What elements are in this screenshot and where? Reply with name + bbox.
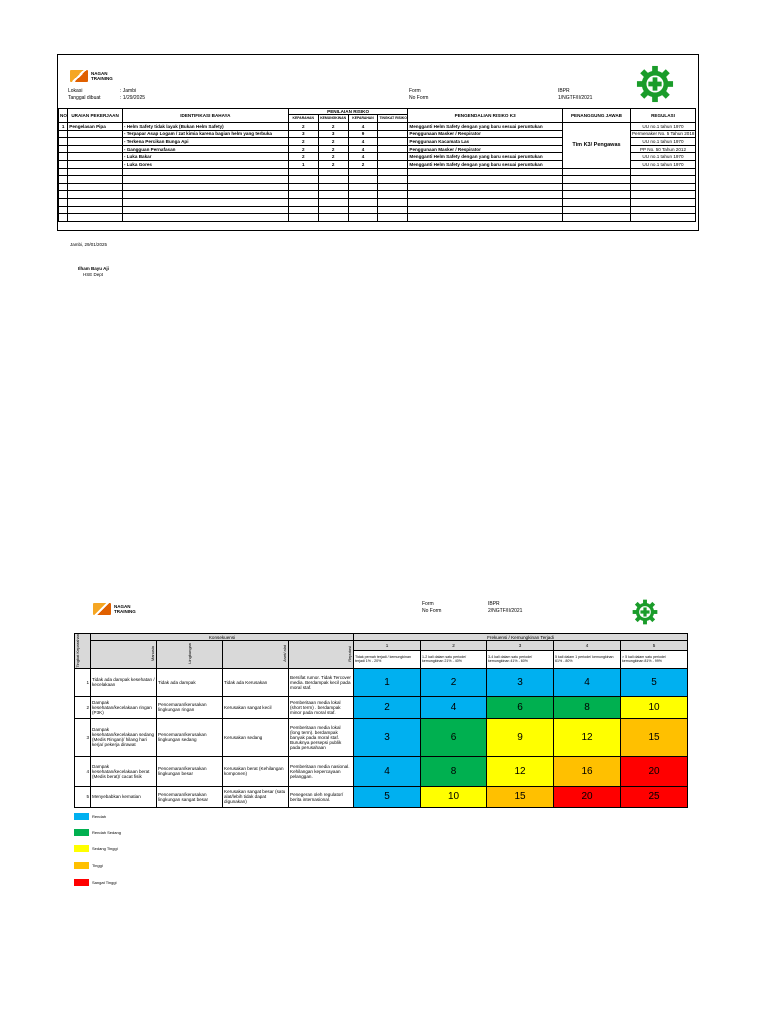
col-regulasi: REGULASI <box>630 109 695 123</box>
legend-swatch-rendah-sedang <box>74 829 89 836</box>
tanggal-value: : 1/29/2025 <box>120 95 146 101</box>
reputasi-header: Reputasi <box>347 645 352 662</box>
signed-place-date: Jambi, 29/01/2025 <box>70 242 108 247</box>
risk-matrix-table: Tingkat Keparahan Konsekuensi Frekuensi / Kemungkinan Terjadi Manusia Lingkungan Aset/ alat Reputasi 1 2 3 4 5 Tidak pernah terjadi / kemungkinan terjadi 1% - 20% 1-2 kali dalam satu periode/ kemungkinan 21% - 40% 3-4 kali dalam satu periode/ kemungkinan 41% - 60% 5 kali dalam 1 periode/ kemungkinan 61% - 80% > 5 kali dalam satu periode/ kemungkinan 81% - 99% 1 Tidak ada dampak kesehatan / kecelakaan Tidak ada dampak Tidak ada Kerusakan Bersifat rumor. Tidak Tercover media. Berdampak kecil pada moral staf. 1 2 3 4 5 2 Dampak kesehatan/kecelakaan ringan (P3K) Pencemaran/kerusakan lingkungan ringan Kerusakan sangat kecil Pemberitaan media lokal (short term) . berdampak minor pada moral staf. 2 4 6 8 10 3 Dampak kesehatan/kecelakaan sedang (Medis Ringan)/ hilang hari kerja/ pekerja dirawat Pencemaran/kerusakan lingkungan sedang Kerusakan sedang Pemberitaan media lokal (long term). berdampak banyak pada moral staf. Buruknya persepsi publik pada perusahaan 3 6 9 12 15 4 Dampak kesehatan/kecelakaan berat (Medis berat)/ cacat fisik Pencemaran/kerusakan lingkungan besar Kerusakan berat (Kehilangan komponen) Pemberitaan media nasional. Kehilangan kepercayaan pelanggan. 4 8 12 16 20 5 Menyebabkan kematian Pencemaran/kerusakan lingkungan sangat besar Kerusakan sangat besar (satu alat/lebih tidak dapat digunakan) Penegeran oleh regulator/ berita internasional. 5 10 15 20 25 <box>74 633 688 808</box>
empty-row <box>59 168 696 176</box>
matrix-row: 3 Dampak kesehatan/kecelakaan sedang (Medis Ringan)/ hilang hari kerja/ pekerja dirawat Pencemaran/kerusakan lingkungan sedang Kerusakan sedang Pemberitaan media lokal (long term). berdampak banyak pada moral staf. Buruknya persepsi publik pada perusahaan 3 6 9 12 15 <box>75 718 688 756</box>
col-kemungkinan: KEMUNGKINAN <box>318 115 348 123</box>
k3-gear-cross-icon <box>636 65 674 103</box>
col-uraian: URAIAN PEKERJAAN <box>68 109 123 123</box>
empty-row <box>59 198 696 206</box>
table-row: 1 Pengelasan Pipa - Helm Safety tidak layak (Bukan Helm Safety) 2 2 4 Mengganti Helm Safety dengan yang baru sesuai peruntukan Tim K3/ Pengawas UU no.1 tahun 1970 <box>59 123 696 131</box>
frekuensi-header: Frekuensi / Kemungkinan Terjadi <box>354 634 688 641</box>
logo-icon <box>93 603 111 615</box>
manusia-header: Manusia <box>150 646 155 662</box>
col-keparahan: KEPARAHAN <box>288 115 318 123</box>
col-identifikasi: IDENTIFIKASI BAHAYA <box>122 109 288 123</box>
signer-dept: HSE Dept <box>83 272 104 277</box>
matrix-row: 5 Menyebabkan kematian Pencemaran/kerusakan lingkungan sangat besar Kerusakan sangat besar (satu alat/lebih tidak dapat digunakan) Penegeran oleh regulator/ berita internasional. 5 10 15 20 25 <box>75 786 688 807</box>
col-tingkat: TINGKAT RISIKO <box>378 115 408 123</box>
company-logo: NAGAN TRAINING <box>70 70 113 82</box>
matrix-row: 2 Dampak kesehatan/kecelakaan ringan (P3K) Pencemaran/kerusakan lingkungan ringan Kerusakan sangat kecil Pemberitaan media lokal (short term) . berdampak minor pada moral staf. 2 4 6 8 10 <box>75 696 688 718</box>
legend-swatch-rendah <box>74 813 89 820</box>
legend-label-sangat-tinggi: Sangat Tinggi <box>92 880 117 885</box>
empty-row <box>59 176 696 184</box>
table-row: - Luka Gores 1 2 2 Mengganti Helm Safety dengan yang baru sesuai peruntukan UU no.1 tahun 1970 <box>59 160 696 168</box>
table-row: - Terpapar Asap Logam / zat kimia karena bagian helm yang terbuka 3 3 9 Penggunaan Masker / Respirator Permenaker No. 5 Tahun 2018 <box>59 130 696 138</box>
legend-swatch-sedang-tinggi <box>74 845 89 852</box>
konsekuensi-header: Konsekuensi <box>91 634 354 641</box>
matrix-row: 1 Tidak ada dampak kesehatan / kecelakaan Tidak ada dampak Tidak ada Kerusakan Bersifat rumor. Tidak Tercover media. Berdampak kecil pada moral staf. 1 2 3 4 5 <box>75 668 688 696</box>
matrix-form-label: Form <box>422 601 434 607</box>
col-penilaian: PENILAIAN RISIKO <box>288 109 408 115</box>
logo-icon <box>70 70 88 82</box>
col-no: NO <box>59 109 68 123</box>
noform-value: 1/NGTF/II/2021 <box>558 95 593 101</box>
table-row: - Luka Bakar 2 2 4 Mengganti Helm Safety dengan yang baru sesuai peruntukan UU no.1 tahun 1970 <box>59 153 696 161</box>
tanggal-label: Tanggal dibuat <box>68 95 101 101</box>
signer-name: Ilham Bayu Aji <box>78 266 109 271</box>
table-row: - Terkena Percikan Bunga Api 2 2 4 Penggunaan Kacamata Las UU no.1 tahun 1970 <box>59 138 696 146</box>
table-row: - Gangguan Pernafasan 2 2 4 Penggunaan Masker / Respirator PP No. 50 Tahun 2012 <box>59 145 696 153</box>
empty-row <box>59 191 696 199</box>
form-value: IBPR <box>558 88 570 94</box>
noform-label: No Form <box>409 95 429 101</box>
matrix-noform-value: 2/NGTF/II/2021 <box>488 608 523 614</box>
legend-label-rendah: Rendah <box>92 814 107 819</box>
legend-swatch-sangat-tinggi <box>74 879 89 886</box>
col-penanggung: PENANGGUNG JAWAB <box>562 109 630 123</box>
form-label: Form <box>409 88 421 94</box>
legend-swatch-tinggi <box>74 862 89 869</box>
col-pengendalian: PENGENDALIAN RISIKO K3 <box>408 109 563 123</box>
lokasi-value: : Jambi <box>120 88 137 94</box>
matrix-row: 4 Dampak kesehatan/kecelakaan berat (Medis berat)/ cacat fisik Pencemaran/kerusakan lingkungan besar Kerusakan berat (Kehilangan komponen) Pemberitaan media nasional. Kehilangan kepercayaan pelanggan. 4 8 12 16 20 <box>75 756 688 786</box>
matrix-form-value: IBPR <box>488 601 500 607</box>
tingkat-header: Tingkat Keparahan <box>75 634 80 668</box>
legend-label-rendah-sedang: Rendah Sedang <box>92 830 121 835</box>
empty-row <box>59 183 696 191</box>
empty-row <box>59 214 696 222</box>
empty-row <box>59 206 696 214</box>
penanggung-jawab-cell: Tim K3/ Pengawas <box>562 123 630 169</box>
legend-label-sedang-tinggi: Sedang Tinggi <box>92 846 118 851</box>
lingkungan-header: Lingkungan <box>186 643 192 665</box>
k3-gear-cross-icon <box>632 599 658 625</box>
legend-label-tinggi: Tinggi <box>92 863 103 868</box>
company-logo-2: NAGAN TRAINING <box>93 603 136 615</box>
aset-header: Aset/ alat <box>282 645 287 663</box>
lokasi-label: Lokasi <box>68 88 83 94</box>
matrix-noform-label: No Form <box>422 608 442 614</box>
col-keparahan-2: KEPARAHAN <box>348 115 378 123</box>
ibpr-table <box>58 108 696 222</box>
